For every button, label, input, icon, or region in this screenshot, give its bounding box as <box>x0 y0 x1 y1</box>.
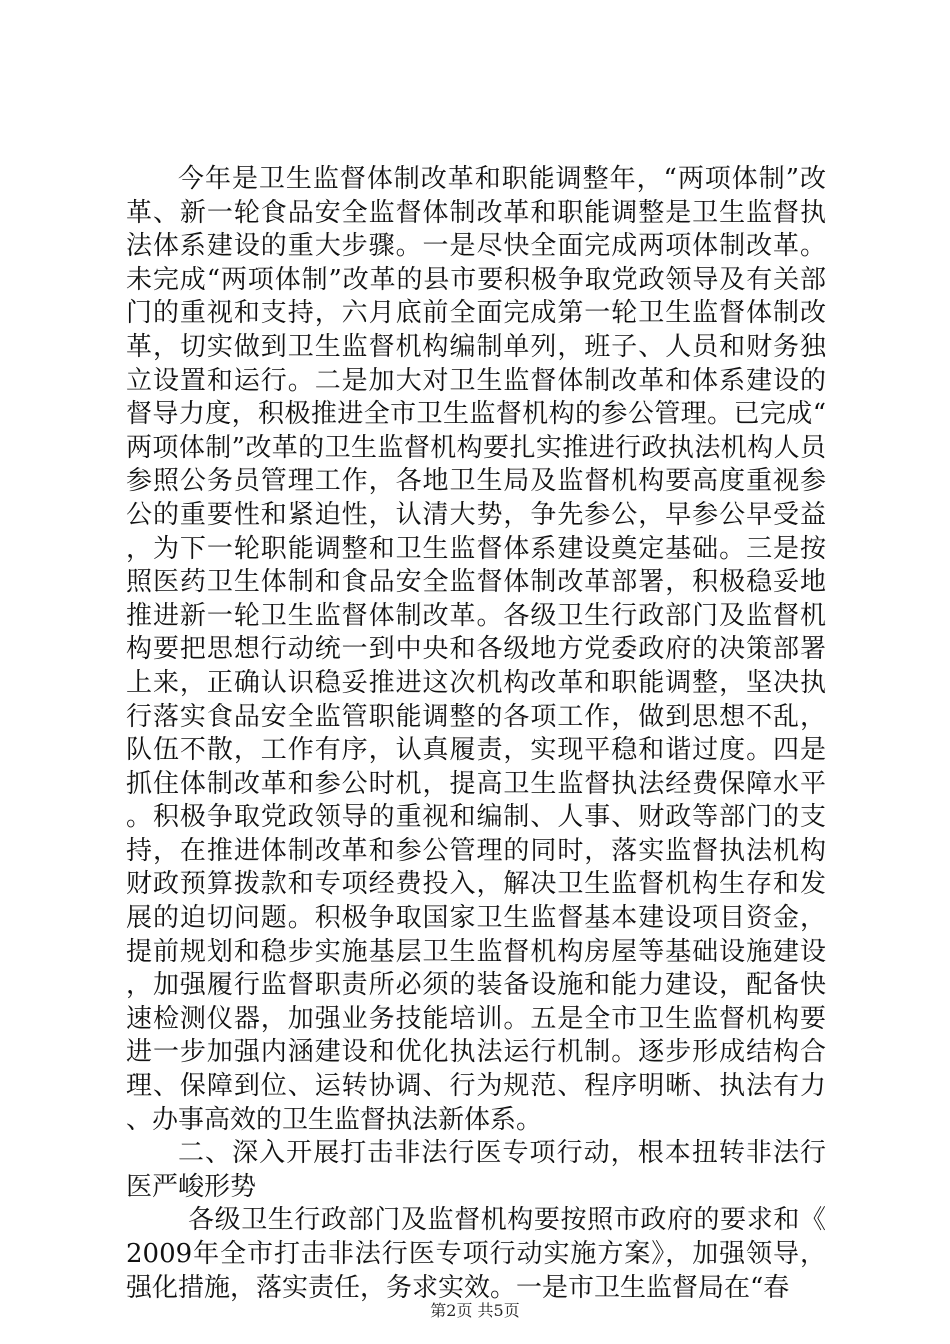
page-number-footer: 第2页 共5页 <box>430 1301 520 1320</box>
section-heading-illegal-practice: 二、深入开展打击非法行医专项行动，根本扭转非法行医严峻形势 <box>126 1138 826 1202</box>
document-body <box>126 163 826 1305</box>
paragraph-illegal-practice: 各级卫生行政部门及监督机构要按照市政府的要求和《2009年全市打击非法行医专项行动实施方案》，加强领导，强化措施，落实责任，务求实效。一是市卫生监督局在“春 <box>126 1205 826 1303</box>
paragraph-reform: 今年是卫生监督体制改革和职能调整年，“两项体制”改革、新一轮食品安全监督体制改革和职能调整是卫生监督执法体系建设的重大步骤。一是尽快全面完成两项体制改革。未完成“两项体制”改革的县市要积极争取党政领导及有关部门的重视和支持，六月底前全面完成第一轮卫生监督体制改革，切实做到卫生监督机构编制单列，班子、人员和财务独立设置和运行。二是加大对卫生监督体制改革和体系建设的督导力度，积极推进全市卫生监督机构的参公管理。已完成“两项体制”改革的卫生监督机构要扎实推进行政执法机构人员参照公务员管理工作，各地卫生局及监督机构要高度重视参公的重要性和紧迫性，认清大势，争先参公，早参公早受益，为下一轮职能调整和卫生监督体系建设奠定基础。三是按照医药卫生体制和食品安全监督体制改革部署，积极稳妥地推进新一轮卫生监督体制改革。各级卫生行政部门及监督机构要把思想行动统一到中央和各级地方党委政府的决策部署上来，正确认识稳妥推进这次机构改革和职能调整，坚决执行落实食品安全监管职能调整的各项工作，做到思想不乱，队伍不散，工作有序，认真履责，实现平稳和谐过度。四是抓住体制改革和参公时机，提高卫生监督执法经费保障水平。积极争取党政领导的重视和编制、人事、财政等部门的支持，在推进体制改革和参公管理的同时，落实监督执法机构财政预算拨款和专项经费投入，解决卫生监督机构生存和发展的迫切问题。积极争取国家卫生监督基本建设项目资金，提前规划和稳步实施基层卫生监督机构房屋等基础设施建设，加强履行监督职责所必须的装备设施和能力建设，配备快速检测仪器，加强业务技能培训。五是全市卫生监督机构要进一步加强内涵建设和优化执法运行机制。逐步形成结构合理、保障到位、运转协调、行为规范、程序明晰、执法有力、办事高效的卫生监督执法新体系。 <box>126 164 826 1135</box>
